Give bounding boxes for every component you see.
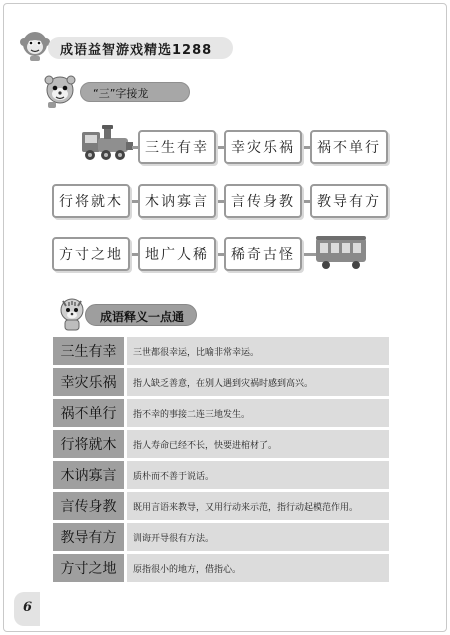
header-title: 成语益智游戏精选1288 — [60, 43, 213, 58]
chain-row-2 — [52, 184, 388, 218]
train-car-icon — [314, 234, 368, 270]
definition-row — [53, 492, 389, 520]
definition-row — [53, 430, 389, 458]
definition-term: 木讷寡言 — [53, 461, 124, 489]
page-number: 6 — [23, 600, 33, 615]
definition-term: 言传身教 — [53, 492, 124, 520]
chain-idiom-box: 言传身教 — [224, 184, 302, 218]
definition-meaning: 质朴而不善于说话。 — [127, 461, 389, 489]
definition-term: 教导有方 — [53, 523, 124, 551]
definition-row — [53, 461, 389, 489]
section-definitions-heading — [55, 296, 215, 334]
section-chain-label: “三”字接龙 — [93, 87, 149, 100]
chain-idiom-box: 教导有方 — [310, 184, 388, 218]
section-chain-pill — [80, 82, 190, 102]
chain-idiom-box: 幸灾乐祸 — [224, 130, 302, 164]
chain-idiom-box: 方寸之地 — [52, 237, 130, 271]
definition-term: 祸不单行 — [53, 399, 124, 427]
definition-term: 行将就木 — [53, 430, 124, 458]
tiger-icon — [55, 296, 89, 332]
chain-idiom-box: 木讷寡言 — [138, 184, 216, 218]
monkey-icon — [18, 28, 52, 62]
chain-idiom-box: 三生有幸 — [138, 130, 216, 164]
definition-meaning: 三世都很幸运，比喻非常幸运。 — [127, 337, 389, 365]
chain-idiom-box: 稀奇古怪 — [224, 237, 302, 271]
definition-meaning: 指人缺乏善意，在别人遇到灾祸时感到高兴。 — [127, 368, 389, 396]
tiger-cub-icon — [40, 72, 80, 110]
definition-term: 三生有幸 — [53, 337, 124, 365]
chain-row-1 — [52, 130, 388, 164]
definition-term: 幸灾乐祸 — [53, 368, 124, 396]
chain-idiom-box: 祸不单行 — [310, 130, 388, 164]
definition-meaning: 指不幸的事接二连三地发生。 — [127, 399, 389, 427]
locomotive-icon — [78, 122, 136, 162]
section-definitions-label: 成语释义一点通 — [100, 310, 185, 324]
definition-row — [53, 368, 389, 396]
header-title-bar — [48, 37, 233, 59]
section-definitions-pill — [85, 304, 197, 326]
definition-row — [53, 399, 389, 427]
definition-row — [53, 554, 389, 582]
definition-meaning: 原指很小的地方，借指心。 — [127, 554, 389, 582]
chain-row-3 — [52, 237, 388, 271]
definition-meaning: 训诲开导很有方法。 — [127, 523, 389, 551]
page-header — [18, 28, 248, 64]
definition-row — [53, 523, 389, 551]
definition-term: 方寸之地 — [53, 554, 124, 582]
page-number-tab — [14, 592, 40, 626]
definition-meaning: 指人寿命已经不长，快要进棺材了。 — [127, 430, 389, 458]
definition-row — [53, 337, 389, 365]
section-chain-heading — [40, 72, 200, 112]
chain-idiom-box: 行将就木 — [52, 184, 130, 218]
chain-idiom-box: 地广人稀 — [138, 237, 216, 271]
definition-meaning: 既用言语来教导，又用行动来示范，指行动起模范作用。 — [127, 492, 389, 520]
